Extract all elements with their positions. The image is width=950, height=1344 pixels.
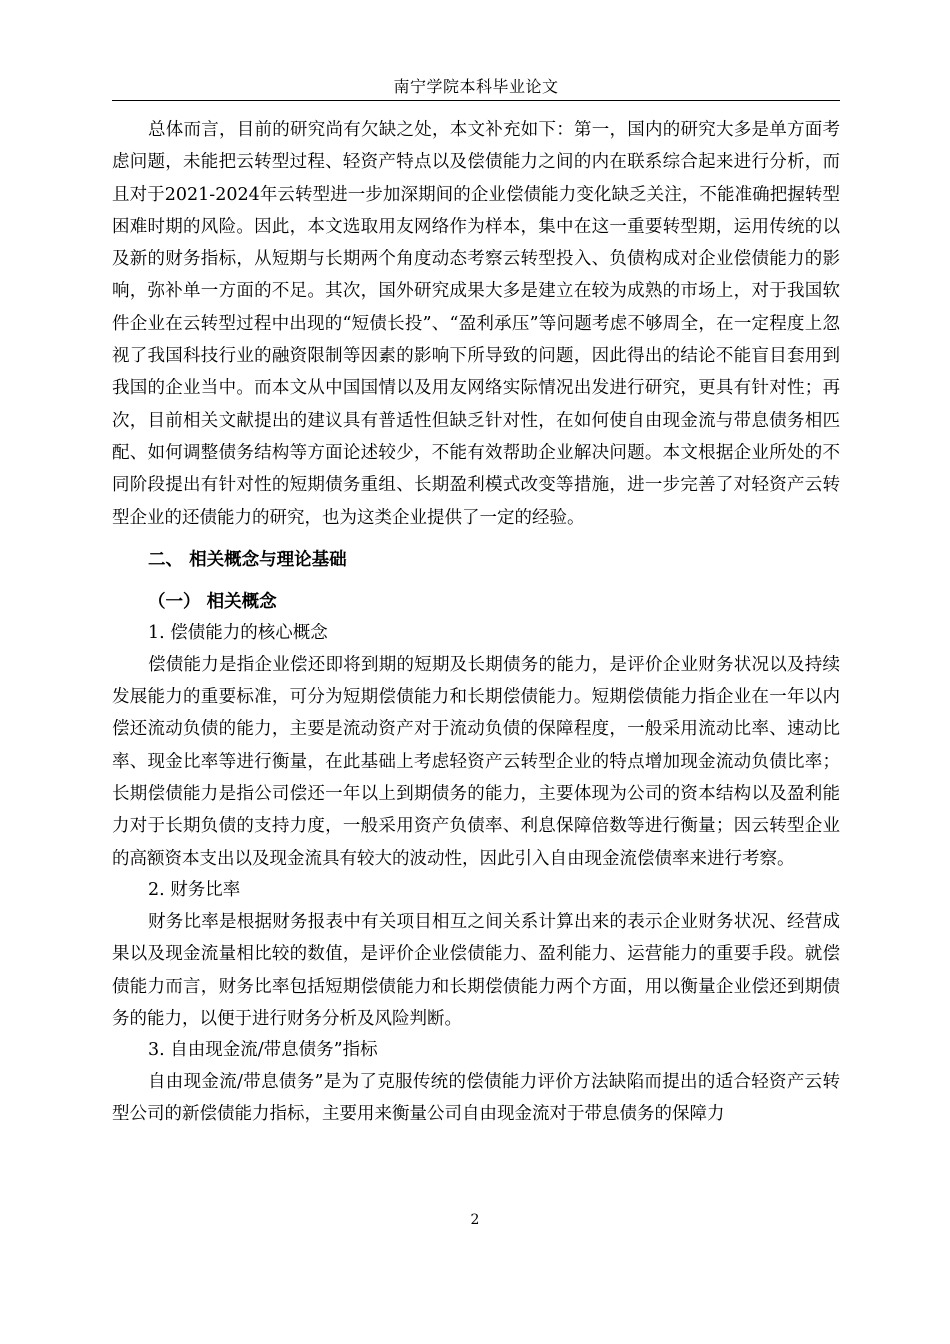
item-1-paragraph: 偿债能力是指企业偿还即将到期的短期及长期债务的能力，是评价企业财务状况以及持续发展能力的重要标准，可分为短期偿债能力和长期偿债能力。短期偿债能力指企业在一年以内偿还流动负债的能力，主要是流动资产对于流动负债的保障程度，一般采用流动比率、速动比率、现金比率等进行衡量，在此基础上考虑轻资产云转型企业的特点增加现金流动负债比率；长期偿债能力是指公司偿还一年以上到期债务的能力，主要体现为公司的资本结构以及盈利能力对于长期负债的支持力度，一般采用资产负债率、利息保障倍数等进行衡量；因云转型企业的高额资本支出以及现金流具有较大的波动性，因此引入自由现金流偿债率来进行考察。 (112, 654, 840, 869)
item-2-heading: 2. 财务比率 (148, 879, 241, 900)
item-1-heading: 1. 偿债能力的核心概念 (148, 622, 328, 643)
page-number: 2 (470, 1212, 480, 1228)
item-3-heading: 3. 自由现金流/带息债务”指标 (148, 1040, 378, 1061)
section-heading: 二、 相关概念与理论基础 (148, 549, 347, 570)
subsection-heading: （一） 相关概念 (148, 591, 277, 612)
summary-paragraph: 总体而言，目前的研究尚有欠缺之处，本文补充如下：第一，国内的研究大多是单方面考虑问题，未能把云转型过程、轻资产特点以及偿债能力之间的内在联系综合起来进行分析，而且对于2021-2024年云转型进一步加深期间的企业偿债能力变化缺乏关注，不能准确把握转型困难时期的风险。因此，本文选取用友网络作为样本，集中在这一重要转型期，运用传统的以及新的财务指标，从短期与长期两个角度动态考察云转型投入、负债构成对企业偿债能力的影响，弥补单一方面的不足。其次，国外研究成果大多是建立在较为成熟的市场上，对于我国软件企业在云转型过程中出现的“短债长投”、“盈利承压”等问题考虑不够周全，在一定程度上忽视了我国科技行业的融资限制等因素的影响下所导致的问题，因此得出的结论不能盲目套用到我国的企业当中。而本文从中国国情以及用友网络实际情况出发进行研究，更具有针对性；再次，目前相关文献提出的建议具有普适性但缺乏针对性，在如何使自由现金流与带息债务相匹配、如何调整债务结构等方面论述较少，不能有效帮助企业解决问题。本文根据企业所处的不同阶段提出有针对性的短期债务重组、长期盈利模式改变等措施，进一步完善了对轻资产云转型企业的还债能力的研究，也为这类企业提供了一定的经验。 (112, 120, 840, 528)
item-3-paragraph: 自由现金流/带息债务”是为了克服传统的偿债能力评价方法缺陷而提出的适合轻资产云转型公司的新偿债能力指标，主要用来衡量公司自由现金流对于带息债务的保障力 (112, 1072, 840, 1125)
running-header: 南宁学院本科毕业论文 (393, 77, 559, 96)
header-divider (112, 100, 840, 101)
item-2-paragraph: 财务比率是根据财务报表中有关项目相互之间关系计算出来的表示企业财务状况、经营成果以及现金流量相比较的数值，是评价企业偿债能力、盈利能力、运营能力的重要手段。就偿债能力而言，财务比率包括短期偿债能力和长期偿债能力两个方面，用以衡量企业偿还到期债务的能力，以便于进行财务分析及风险判断。 (112, 911, 840, 1029)
document-body (112, 114, 840, 1131)
